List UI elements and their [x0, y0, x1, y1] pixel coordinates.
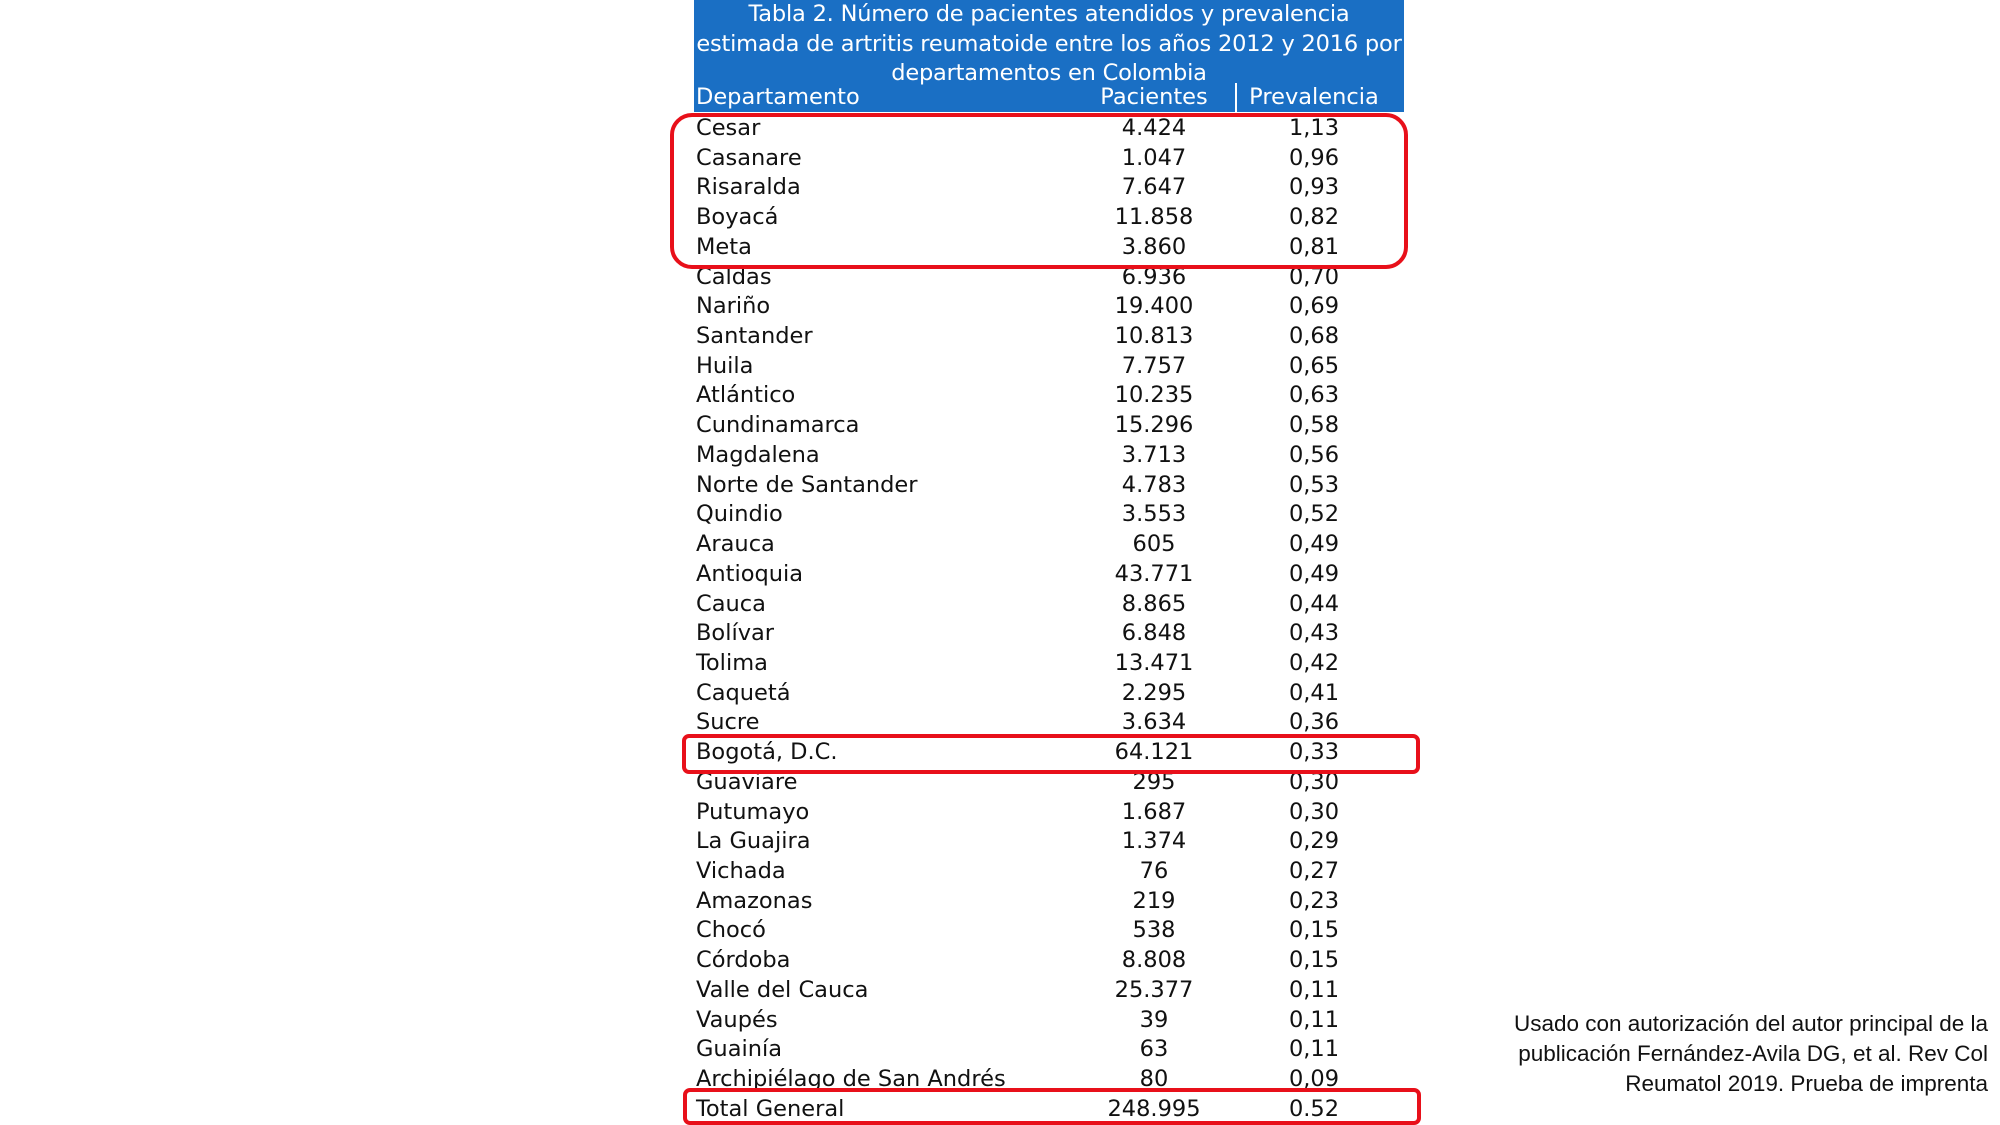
cell-departamento: Huila	[696, 352, 754, 379]
cell-prevalencia: 0,11	[1288, 976, 1340, 1003]
cell-pacientes: 538	[1132, 917, 1176, 944]
cell-prevalencia: 0,11	[1288, 1006, 1340, 1033]
cell-prevalencia: 0,09	[1288, 1066, 1340, 1092]
table-body	[694, 113, 1404, 1123]
cell-departamento: Vichada	[696, 857, 786, 884]
cell-pacientes: 13.471	[1114, 649, 1194, 676]
attribution-note	[1400, 1009, 1988, 1099]
cell-pacientes: 7.647	[1121, 174, 1187, 201]
cell-departamento: Córdoba	[696, 947, 791, 974]
table-row	[694, 678, 1404, 708]
header-prevalencia: Prevalencia	[1249, 84, 1379, 110]
table-row	[694, 648, 1404, 678]
cell-prevalencia: 0,30	[1288, 768, 1340, 795]
table-row	[694, 172, 1404, 202]
cell-prevalencia: 0,23	[1288, 887, 1340, 914]
cell-departamento: Meta	[696, 233, 752, 260]
cell-departamento: Sucre	[696, 709, 760, 736]
cell-prevalencia: 0,36	[1288, 709, 1340, 736]
table-row	[694, 321, 1404, 351]
cell-pacientes: 10.235	[1114, 382, 1194, 409]
cell-prevalencia: 0,56	[1288, 441, 1340, 468]
table-row	[694, 202, 1404, 232]
cell-prevalencia: 0,53	[1288, 471, 1340, 498]
cell-pacientes: 605	[1132, 531, 1176, 558]
table-row	[694, 797, 1404, 827]
table-row	[694, 767, 1404, 797]
cell-prevalencia: 0,69	[1288, 293, 1340, 320]
column-headers	[694, 83, 1404, 112]
table-row	[694, 470, 1404, 500]
table-row	[694, 737, 1404, 767]
cell-pacientes: 3.634	[1121, 709, 1187, 736]
table-row	[694, 113, 1404, 143]
cell-departamento: Cauca	[696, 590, 766, 617]
table-row	[694, 143, 1404, 173]
table-row	[694, 1094, 1404, 1124]
cell-departamento: La Guajira	[696, 828, 811, 855]
table-row	[694, 529, 1404, 559]
cell-pacientes: 219	[1132, 887, 1176, 914]
cell-prevalencia: 0,44	[1288, 590, 1340, 617]
header-pacientes: Pacientes	[1100, 84, 1208, 110]
table-row	[694, 589, 1404, 619]
table-row	[694, 380, 1404, 410]
table-row	[694, 499, 1404, 529]
cell-prevalencia: 0,49	[1288, 560, 1340, 587]
cell-departamento: Valle del Cauca	[696, 976, 869, 1003]
attribution-line-2: publicación Fernández-Avila DG, et al. Rev Col	[1518, 1041, 1988, 1066]
cell-pacientes: 76	[1139, 857, 1169, 884]
cell-pacientes: 3.713	[1121, 441, 1187, 468]
table-row	[694, 1064, 1404, 1094]
cell-departamento: Amazonas	[696, 887, 813, 914]
table-row	[694, 262, 1404, 292]
cell-pacientes: 1.047	[1121, 144, 1187, 171]
table-row	[694, 707, 1404, 737]
cell-pacientes: 1.374	[1121, 828, 1187, 855]
table-row	[694, 440, 1404, 470]
cell-pacientes: 4.424	[1121, 115, 1187, 141]
cell-departamento: Putumayo	[696, 798, 810, 825]
cell-pacientes: 3.553	[1121, 501, 1187, 528]
cell-pacientes: 64.121	[1114, 739, 1194, 766]
cell-departamento: Antioquia	[696, 560, 804, 587]
cell-departamento: Chocó	[696, 917, 766, 944]
cell-prevalencia: 0,68	[1288, 323, 1340, 350]
cell-departamento: Guainía	[696, 1036, 783, 1063]
cell-prevalencia: 0,96	[1288, 144, 1340, 171]
cell-prevalencia: 1,13	[1288, 115, 1340, 141]
cell-departamento: Bolívar	[696, 620, 775, 647]
cell-pacientes: 39	[1139, 1006, 1169, 1033]
table-row	[694, 975, 1404, 1005]
header-divider	[1235, 83, 1237, 112]
cell-pacientes: 43.771	[1114, 560, 1194, 587]
cell-departamento: Casanare	[696, 144, 802, 171]
attribution-line-1: Usado con autorización del autor principal de la	[1513, 1011, 1988, 1036]
table-row	[694, 945, 1404, 975]
cell-departamento: Magdalena	[696, 441, 820, 468]
header-departamento: Departamento	[696, 84, 860, 110]
table-title: Tabla 2. Número de pacientes atendidos y prevalencia estimada de artritis reumatoide entre los años 2012 y 2016 por departamentos en Colombia	[696, 1, 1402, 86]
table-header	[694, 0, 1404, 112]
cell-prevalencia: 0,30	[1288, 798, 1340, 825]
cell-prevalencia: 0,70	[1288, 263, 1340, 290]
table-row	[694, 1034, 1404, 1064]
cell-departamento: Archipiélago de San Andrés	[696, 1066, 1006, 1092]
cell-pacientes: 3.860	[1121, 233, 1187, 260]
cell-pacientes: 10.813	[1114, 323, 1194, 350]
attribution-line-3: Reumatol 2019. Prueba de imprenta	[1625, 1071, 1988, 1096]
cell-prevalencia: 0,63	[1288, 382, 1340, 409]
cell-prevalencia: 0,33	[1288, 739, 1340, 766]
cell-pacientes: 248.995	[1107, 1095, 1201, 1122]
cell-prevalencia: 0,42	[1288, 649, 1340, 676]
cell-pacientes: 15.296	[1114, 412, 1194, 439]
cell-pacientes: 7.757	[1121, 352, 1187, 379]
table-row	[694, 232, 1404, 262]
cell-departamento: Caquetá	[696, 679, 791, 706]
table-row	[694, 826, 1404, 856]
cell-prevalencia: 0,43	[1288, 620, 1340, 647]
table-row	[694, 1005, 1404, 1035]
table-row	[694, 886, 1404, 916]
cell-pacientes: 11.858	[1114, 204, 1194, 231]
cell-pacientes: 8.865	[1121, 590, 1187, 617]
cell-prevalencia: 0,15	[1288, 947, 1340, 974]
table-row	[694, 351, 1404, 381]
cell-prevalencia: 0,58	[1288, 412, 1340, 439]
cell-prevalencia: 0,82	[1288, 204, 1340, 231]
cell-departamento: Boyacá	[696, 204, 779, 231]
cell-pacientes: 19.400	[1114, 293, 1194, 320]
cell-departamento: Risaralda	[696, 174, 801, 201]
cell-departamento: Vaupés	[696, 1006, 778, 1033]
cell-pacientes: 6.848	[1121, 620, 1187, 647]
cell-pacientes: 8.808	[1121, 947, 1187, 974]
cell-prevalencia: 0.52	[1288, 1095, 1340, 1122]
cell-pacientes: 63	[1139, 1036, 1169, 1063]
cell-departamento: Total General	[696, 1095, 845, 1122]
cell-departamento: Santander	[696, 323, 813, 350]
cell-prevalencia: 0,49	[1288, 531, 1340, 558]
cell-prevalencia: 0,65	[1288, 352, 1340, 379]
table-row	[694, 559, 1404, 589]
cell-departamento: Caldas	[696, 263, 772, 290]
cell-prevalencia: 0,27	[1288, 857, 1340, 884]
cell-pacientes: 2.295	[1121, 679, 1187, 706]
cell-pacientes: 6.936	[1121, 263, 1187, 290]
table-row	[694, 915, 1404, 945]
cell-departamento: Tolima	[696, 649, 768, 676]
cell-departamento: Quindio	[696, 501, 783, 528]
cell-prevalencia: 0,41	[1288, 679, 1340, 706]
cell-departamento: Atlántico	[696, 382, 796, 409]
table-row	[694, 291, 1404, 321]
cell-pacientes: 80	[1139, 1066, 1169, 1092]
cell-pacientes: 25.377	[1114, 976, 1194, 1003]
table-row	[694, 618, 1404, 648]
cell-prevalencia: 0,81	[1288, 233, 1340, 260]
cell-departamento: Bogotá, D.C.	[696, 739, 838, 766]
cell-departamento: Arauca	[696, 531, 775, 558]
table-row	[694, 856, 1404, 886]
cell-prevalencia: 0,15	[1288, 917, 1340, 944]
cell-prevalencia: 0,93	[1288, 174, 1340, 201]
cell-prevalencia: 0,52	[1288, 501, 1340, 528]
cell-departamento: Norte de Santander	[696, 471, 918, 498]
cell-pacientes: 1.687	[1121, 798, 1187, 825]
cell-departamento: Nariño	[696, 293, 771, 320]
cell-prevalencia: 0,29	[1288, 828, 1340, 855]
cell-pacientes: 4.783	[1121, 471, 1187, 498]
cell-pacientes: 295	[1132, 768, 1176, 795]
cell-prevalencia: 0,11	[1288, 1036, 1340, 1063]
cell-departamento: Cundinamarca	[696, 412, 860, 439]
table-row	[694, 410, 1404, 440]
cell-departamento: Guaviare	[696, 768, 798, 795]
cell-departamento: Cesar	[696, 115, 761, 141]
